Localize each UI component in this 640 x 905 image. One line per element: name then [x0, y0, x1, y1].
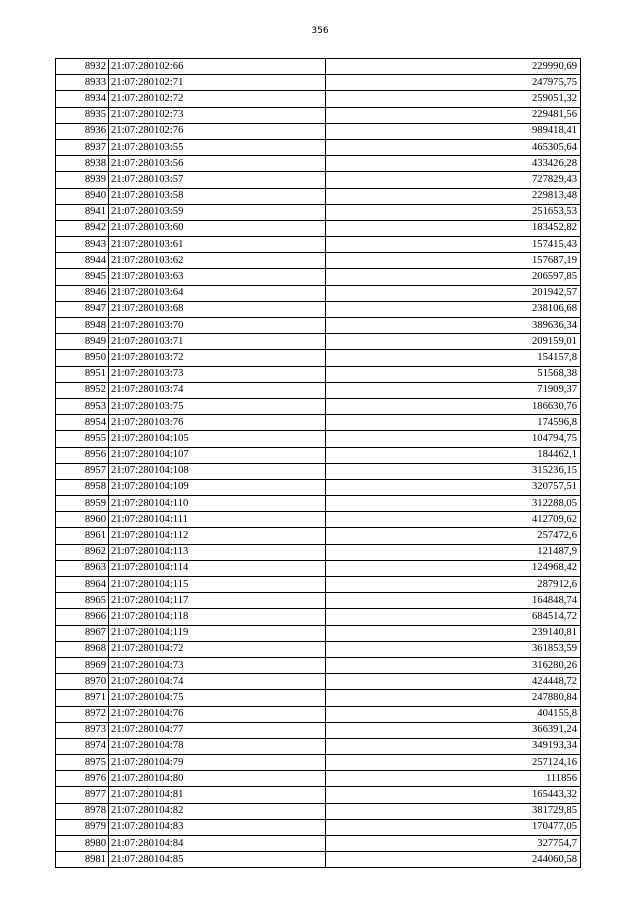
cadastral-value-cell: 361853,59: [326, 641, 581, 657]
table-row: [56, 803, 581, 819]
cadastral-value-cell: 251653,53: [326, 204, 581, 220]
cadastral-value-cell: 312288,05: [326, 496, 581, 512]
row-number-cell: 8944: [56, 253, 109, 269]
table-row: [56, 528, 581, 544]
cadastral-number-cell: 21:07:280103:72: [109, 350, 326, 366]
table-row: [56, 560, 581, 576]
row-number-cell: 8963: [56, 560, 109, 576]
cadastral-value-cell: 229990,69: [326, 59, 581, 75]
cadastral-value-cell: 165443,32: [326, 787, 581, 803]
row-number-cell: 8979: [56, 819, 109, 835]
table-row: [56, 366, 581, 382]
cadastral-value-cell: 229481,56: [326, 107, 581, 123]
table-row: [56, 269, 581, 285]
row-number-cell: 8961: [56, 528, 109, 544]
cadastral-number-cell: 21:07:280103:58: [109, 188, 326, 204]
cadastral-number-cell: 21:07:280104:83: [109, 819, 326, 835]
cadastral-number-cell: 21:07:280104:117: [109, 593, 326, 609]
cadastral-number-cell: 21:07:280104:76: [109, 706, 326, 722]
cadastral-value-cell: 257472,6: [326, 528, 581, 544]
cadastral-value-cell: 389636,34: [326, 318, 581, 334]
table-row: [56, 609, 581, 625]
cadastral-number-cell: 21:07:280103:61: [109, 237, 326, 253]
row-number-cell: 8954: [56, 415, 109, 431]
cadastral-value-cell: 201942,57: [326, 285, 581, 301]
cadastral-value-cell: 157415,43: [326, 237, 581, 253]
table-row: [56, 253, 581, 269]
cadastral-value-cell: 111856: [326, 771, 581, 787]
row-number-cell: 8959: [56, 496, 109, 512]
table-row: [56, 447, 581, 463]
cadastral-number-cell: 21:07:280104:112: [109, 528, 326, 544]
cadastral-value-cell: 412709,62: [326, 512, 581, 528]
cadastral-value-cell: 316280,26: [326, 657, 581, 673]
table-row: [56, 836, 581, 852]
table-row: [56, 657, 581, 673]
cadastral-value-cell: 174596,8: [326, 415, 581, 431]
cadastral-value-cell: 989418,41: [326, 123, 581, 139]
table-row: [56, 479, 581, 495]
cadastral-number-cell: 21:07:280104:111: [109, 512, 326, 528]
cadastral-number-cell: 21:07:280102:71: [109, 75, 326, 91]
table-row: [56, 237, 581, 253]
table-row: [56, 641, 581, 657]
table-row: [56, 156, 581, 172]
row-number-cell: 8981: [56, 852, 109, 868]
table-row: [56, 738, 581, 754]
cadastral-number-cell: 21:07:280103:60: [109, 220, 326, 236]
row-number-cell: 8945: [56, 269, 109, 285]
cadastral-number-cell: 21:07:280103:76: [109, 415, 326, 431]
row-number-cell: 8972: [56, 706, 109, 722]
row-number-cell: 8939: [56, 172, 109, 188]
row-number-cell: 8966: [56, 609, 109, 625]
cadastral-number-cell: 21:07:280104:80: [109, 771, 326, 787]
row-number-cell: 8942: [56, 220, 109, 236]
cadastral-value-cell: 404155,8: [326, 706, 581, 722]
row-number-cell: 8969: [56, 657, 109, 673]
cadastral-value-cell: 381729,85: [326, 803, 581, 819]
row-number-cell: 8976: [56, 771, 109, 787]
cadastral-value-cell: 244060,58: [326, 852, 581, 868]
table-row: [56, 350, 581, 366]
cadastral-number-cell: 21:07:280102:72: [109, 91, 326, 107]
cadastral-value-cell: 349193,34: [326, 738, 581, 754]
cadastral-number-cell: 21:07:280102:66: [109, 59, 326, 75]
cadastral-number-cell: 21:07:280104:109: [109, 479, 326, 495]
row-number-cell: 8980: [56, 836, 109, 852]
cadastral-number-cell: 21:07:280104:105: [109, 431, 326, 447]
cadastral-value-cell: 727829,43: [326, 172, 581, 188]
cadastral-value-cell: 206597,85: [326, 269, 581, 285]
table-row: [56, 91, 581, 107]
cadastral-number-cell: 21:07:280103:75: [109, 398, 326, 414]
table-row: [56, 318, 581, 334]
table-row: [56, 755, 581, 771]
cadastral-number-cell: 21:07:280102:73: [109, 107, 326, 123]
row-number-cell: 8971: [56, 690, 109, 706]
cadastral-value-cell: 154157,8: [326, 350, 581, 366]
cadastral-value-cell: 247975,75: [326, 75, 581, 91]
cadastral-value-cell: 104794,75: [326, 431, 581, 447]
row-number-cell: 8940: [56, 188, 109, 204]
cadastral-value-cell: 465305,64: [326, 139, 581, 155]
cadastral-number-cell: 21:07:280103:73: [109, 366, 326, 382]
row-number-cell: 8970: [56, 674, 109, 690]
table-row: [56, 463, 581, 479]
table-row: [56, 819, 581, 835]
row-number-cell: 8949: [56, 334, 109, 350]
cadastral-value-cell: 184462,1: [326, 447, 581, 463]
cadastral-value-cell: 327754,7: [326, 836, 581, 852]
cadastral-value-table: [55, 58, 581, 868]
row-number-cell: 8977: [56, 787, 109, 803]
row-number-cell: 8975: [56, 755, 109, 771]
cadastral-number-cell: 21:07:280104:79: [109, 755, 326, 771]
row-number-cell: 8933: [56, 75, 109, 91]
cadastral-number-cell: 21:07:280103:68: [109, 301, 326, 317]
row-number-cell: 8955: [56, 431, 109, 447]
table-row: [56, 107, 581, 123]
cadastral-value-cell: 320757,51: [326, 479, 581, 495]
cadastral-value-cell: 366391,24: [326, 722, 581, 738]
table-row: [56, 75, 581, 91]
cadastral-number-cell: 21:07:280103:59: [109, 204, 326, 220]
cadastral-value-cell: 424448,72: [326, 674, 581, 690]
table-row: [56, 204, 581, 220]
cadastral-number-cell: 21:07:280104:110: [109, 496, 326, 512]
row-number-cell: 8962: [56, 544, 109, 560]
cadastral-number-cell: 21:07:280103:71: [109, 334, 326, 350]
table-row: [56, 334, 581, 350]
cadastral-value-cell: 121487,9: [326, 544, 581, 560]
table-row: [56, 382, 581, 398]
table-body: [56, 59, 581, 868]
cadastral-value-cell: 229813,48: [326, 188, 581, 204]
cadastral-number-cell: 21:07:280104:107: [109, 447, 326, 463]
row-number-cell: 8957: [56, 463, 109, 479]
cadastral-number-cell: 21:07:280104:119: [109, 625, 326, 641]
cadastral-value-cell: 259051,32: [326, 91, 581, 107]
cadastral-number-cell: 21:07:280104:74: [109, 674, 326, 690]
cadastral-number-cell: 21:07:280104:72: [109, 641, 326, 657]
row-number-cell: 8932: [56, 59, 109, 75]
table-row: [56, 301, 581, 317]
table-row: [56, 285, 581, 301]
cadastral-number-cell: 21:07:280103:70: [109, 318, 326, 334]
table-row: [56, 787, 581, 803]
cadastral-value-cell: 157687,19: [326, 253, 581, 269]
row-number-cell: 8968: [56, 641, 109, 657]
table-row: [56, 220, 581, 236]
table-row: [56, 593, 581, 609]
cadastral-value-cell: 684514,72: [326, 609, 581, 625]
row-number-cell: 8953: [56, 398, 109, 414]
cadastral-number-cell: 21:07:280104:77: [109, 722, 326, 738]
cadastral-number-cell: 21:07:280104:115: [109, 577, 326, 593]
row-number-cell: 8948: [56, 318, 109, 334]
row-number-cell: 8965: [56, 593, 109, 609]
cadastral-number-cell: 21:07:280104:84: [109, 836, 326, 852]
row-number-cell: 8947: [56, 301, 109, 317]
cadastral-number-cell: 21:07:280103:55: [109, 139, 326, 155]
table-row: [56, 544, 581, 560]
cadastral-value-cell: 71909,37: [326, 382, 581, 398]
cadastral-value-cell: 433426,28: [326, 156, 581, 172]
cadastral-value-cell: 183452,82: [326, 220, 581, 236]
cadastral-value-cell: 315236,15: [326, 463, 581, 479]
cadastral-number-cell: 21:07:280103:63: [109, 269, 326, 285]
table-row: [56, 415, 581, 431]
cadastral-value-cell: 257124,16: [326, 755, 581, 771]
cadastral-number-cell: 21:07:280104:82: [109, 803, 326, 819]
row-number-cell: 8952: [56, 382, 109, 398]
table-row: [56, 512, 581, 528]
row-number-cell: 8956: [56, 447, 109, 463]
cadastral-number-cell: 21:07:280104:85: [109, 852, 326, 868]
row-number-cell: 8950: [56, 350, 109, 366]
row-number-cell: 8943: [56, 237, 109, 253]
cadastral-number-cell: 21:07:280103:74: [109, 382, 326, 398]
cadastral-value-cell: 51568,38: [326, 366, 581, 382]
table-row: [56, 722, 581, 738]
cadastral-value-cell: 239140,81: [326, 625, 581, 641]
table-row: [56, 706, 581, 722]
row-number-cell: 8974: [56, 738, 109, 754]
cadastral-value-cell: 186630,76: [326, 398, 581, 414]
table-row: [56, 852, 581, 868]
cadastral-number-cell: 21:07:280103:57: [109, 172, 326, 188]
row-number-cell: 8937: [56, 139, 109, 155]
table-row: [56, 674, 581, 690]
cadastral-value-cell: 247880,84: [326, 690, 581, 706]
cadastral-value-cell: 164848,74: [326, 593, 581, 609]
cadastral-number-cell: 21:07:280102:76: [109, 123, 326, 139]
cadastral-number-cell: 21:07:280104:114: [109, 560, 326, 576]
row-number-cell: 8967: [56, 625, 109, 641]
cadastral-number-cell: 21:07:280104:118: [109, 609, 326, 625]
row-number-cell: 8960: [56, 512, 109, 528]
table-row: [56, 59, 581, 75]
table-row: [56, 577, 581, 593]
cadastral-number-cell: 21:07:280103:56: [109, 156, 326, 172]
row-number-cell: 8978: [56, 803, 109, 819]
cadastral-number-cell: 21:07:280104:73: [109, 657, 326, 673]
page-number: 356: [311, 26, 329, 36]
cadastral-number-cell: 21:07:280103:64: [109, 285, 326, 301]
row-number-cell: 8941: [56, 204, 109, 220]
cadastral-value-cell: 238106,68: [326, 301, 581, 317]
table-row: [56, 690, 581, 706]
table-row: [56, 172, 581, 188]
cadastral-number-cell: 21:07:280104:113: [109, 544, 326, 560]
table-row: [56, 123, 581, 139]
row-number-cell: 8946: [56, 285, 109, 301]
cadastral-number-cell: 21:07:280104:108: [109, 463, 326, 479]
row-number-cell: 8934: [56, 91, 109, 107]
row-number-cell: 8973: [56, 722, 109, 738]
cadastral-value-cell: 124968,42: [326, 560, 581, 576]
table-row: [56, 431, 581, 447]
row-number-cell: 8951: [56, 366, 109, 382]
table-row: [56, 398, 581, 414]
cadastral-number-cell: 21:07:280103:62: [109, 253, 326, 269]
row-number-cell: 8938: [56, 156, 109, 172]
table-row: [56, 625, 581, 641]
table-row: [56, 496, 581, 512]
row-number-cell: 8964: [56, 577, 109, 593]
row-number-cell: 8958: [56, 479, 109, 495]
table-row: [56, 771, 581, 787]
table-row: [56, 188, 581, 204]
table-row: [56, 139, 581, 155]
cadastral-value-cell: 287912,6: [326, 577, 581, 593]
cadastral-value-cell: 170477,05: [326, 819, 581, 835]
cadastral-number-cell: 21:07:280104:78: [109, 738, 326, 754]
row-number-cell: 8935: [56, 107, 109, 123]
cadastral-number-cell: 21:07:280104:81: [109, 787, 326, 803]
cadastral-value-cell: 209159,01: [326, 334, 581, 350]
row-number-cell: 8936: [56, 123, 109, 139]
cadastral-number-cell: 21:07:280104:75: [109, 690, 326, 706]
